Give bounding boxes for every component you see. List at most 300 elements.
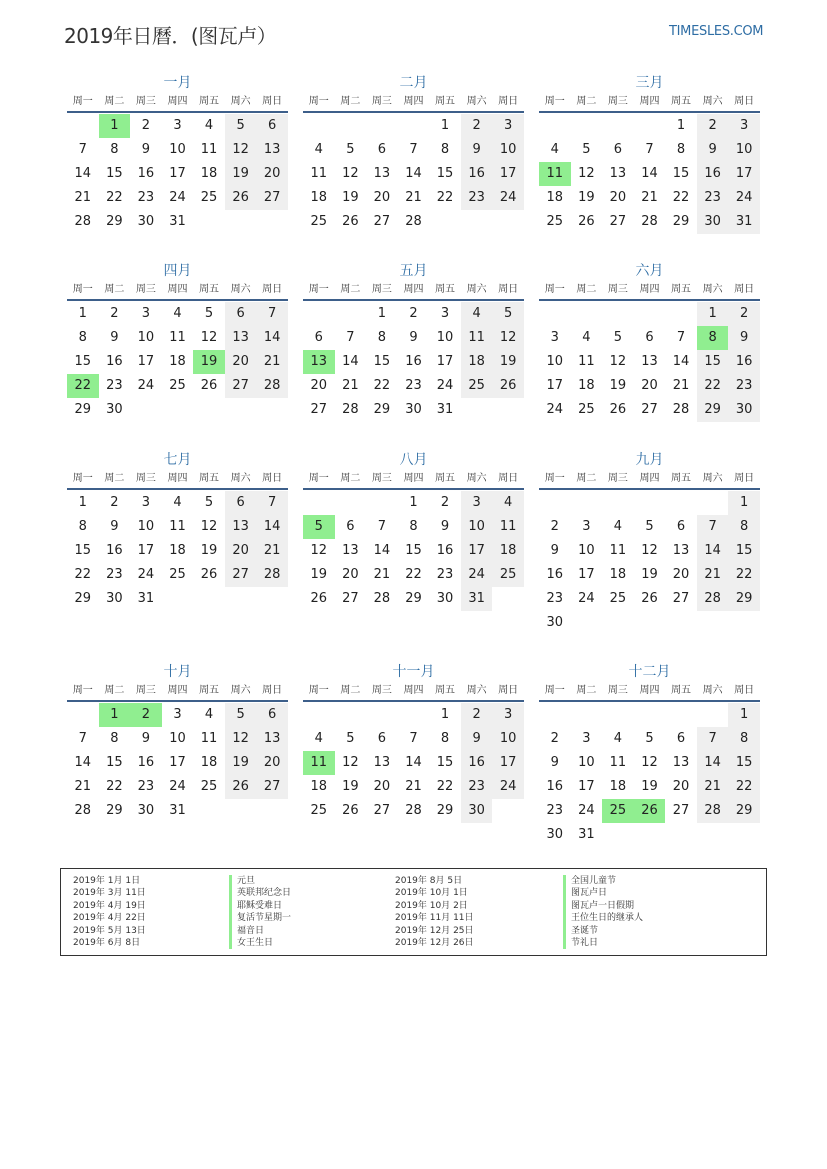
day-cell[interactable]: 16 bbox=[405, 354, 422, 369]
day-cell[interactable]: 26 bbox=[200, 378, 218, 393]
day-cell[interactable]: 20 bbox=[256, 162, 288, 186]
day-cell[interactable]: 17 bbox=[461, 539, 493, 563]
day-cell[interactable]: 10 bbox=[169, 731, 186, 746]
day-cell[interactable]: 17 bbox=[578, 567, 595, 582]
day-cell[interactable]: 4 bbox=[613, 519, 623, 534]
holiday-day-cell[interactable]: 25 bbox=[602, 799, 634, 823]
day-cell[interactable]: 2 bbox=[461, 703, 493, 727]
day-cell[interactable]: 7 bbox=[256, 302, 288, 326]
day-cell[interactable]: 19 bbox=[225, 751, 257, 775]
day-cell[interactable]: 21 bbox=[373, 567, 391, 582]
day-cell[interactable]: 21 bbox=[697, 563, 729, 587]
day-cell[interactable]: 14 bbox=[74, 755, 92, 770]
day-cell[interactable]: 27 bbox=[609, 214, 627, 229]
day-cell[interactable]: 7 bbox=[78, 142, 87, 157]
day-cell[interactable]: 8 bbox=[676, 142, 686, 157]
day-cell[interactable]: 1 bbox=[78, 495, 87, 510]
day-cell[interactable]: 1 bbox=[697, 302, 729, 326]
day-cell[interactable]: 31 bbox=[137, 591, 155, 606]
day-cell[interactable]: 4 bbox=[582, 330, 591, 345]
day-cell[interactable]: 27 bbox=[641, 402, 658, 417]
day-cell[interactable]: 22 bbox=[436, 779, 454, 794]
day-cell[interactable]: 24 bbox=[137, 378, 155, 393]
day-cell[interactable]: 31 bbox=[728, 210, 760, 234]
day-cell[interactable]: 11 bbox=[310, 166, 328, 181]
day-cell[interactable]: 19 bbox=[609, 378, 627, 393]
day-cell[interactable]: 13 bbox=[672, 543, 690, 558]
day-cell[interactable]: 30 bbox=[137, 803, 155, 818]
day-cell[interactable]: 4 bbox=[492, 491, 524, 515]
day-cell[interactable]: 28 bbox=[672, 402, 690, 417]
day-cell[interactable]: 18 bbox=[169, 543, 186, 558]
day-cell[interactable]: 20 bbox=[672, 567, 690, 582]
day-cell[interactable]: 17 bbox=[578, 779, 595, 794]
day-cell[interactable]: 8 bbox=[728, 515, 760, 539]
day-cell[interactable]: 23 bbox=[405, 378, 422, 393]
day-cell[interactable]: 16 bbox=[697, 162, 729, 186]
day-cell[interactable]: 17 bbox=[728, 162, 760, 186]
day-cell[interactable]: 20 bbox=[310, 378, 328, 393]
day-cell[interactable]: 2 bbox=[697, 114, 729, 138]
day-cell[interactable]: 26 bbox=[578, 214, 595, 229]
day-cell[interactable]: 30 bbox=[546, 615, 564, 630]
day-cell[interactable]: 21 bbox=[74, 190, 92, 205]
day-cell[interactable]: 29 bbox=[373, 402, 391, 417]
day-cell[interactable]: 23 bbox=[461, 775, 493, 799]
day-cell[interactable]: 7 bbox=[256, 491, 288, 515]
holiday-day-cell[interactable]: 26 bbox=[634, 799, 666, 823]
day-cell[interactable]: 3 bbox=[440, 306, 450, 321]
day-cell[interactable]: 20 bbox=[225, 539, 257, 563]
day-cell[interactable]: 20 bbox=[373, 779, 391, 794]
day-cell[interactable]: 16 bbox=[137, 166, 155, 181]
day-cell[interactable]: 3 bbox=[582, 519, 591, 534]
day-cell[interactable]: 3 bbox=[550, 330, 559, 345]
day-cell[interactable]: 18 bbox=[492, 539, 524, 563]
day-cell[interactable]: 15 bbox=[697, 350, 729, 374]
day-cell[interactable]: 16 bbox=[546, 567, 564, 582]
day-cell[interactable]: 9 bbox=[728, 326, 760, 350]
day-cell[interactable]: 12 bbox=[310, 543, 328, 558]
day-cell[interactable]: 30 bbox=[405, 402, 422, 417]
day-cell[interactable]: 15 bbox=[106, 166, 123, 181]
day-cell[interactable]: 24 bbox=[169, 779, 186, 794]
day-cell[interactable]: 23 bbox=[137, 190, 155, 205]
day-cell[interactable]: 26 bbox=[225, 186, 257, 210]
day-cell[interactable]: 9 bbox=[141, 731, 151, 746]
day-cell[interactable]: 26 bbox=[342, 214, 359, 229]
day-cell[interactable]: 4 bbox=[613, 731, 623, 746]
holiday-day-cell[interactable]: 5 bbox=[303, 515, 335, 539]
day-cell[interactable]: 7 bbox=[697, 727, 729, 751]
day-cell[interactable]: 5 bbox=[645, 519, 654, 534]
day-cell[interactable]: 22 bbox=[728, 775, 760, 799]
day-cell[interactable]: 12 bbox=[225, 727, 257, 751]
day-cell[interactable]: 5 bbox=[346, 142, 355, 157]
day-cell[interactable]: 2 bbox=[110, 495, 119, 510]
day-cell[interactable]: 18 bbox=[461, 350, 493, 374]
day-cell[interactable]: 19 bbox=[225, 162, 257, 186]
holiday-day-cell[interactable]: 22 bbox=[67, 374, 99, 398]
day-cell[interactable]: 1 bbox=[440, 118, 450, 133]
day-cell[interactable]: 7 bbox=[346, 330, 355, 345]
day-cell[interactable]: 22 bbox=[106, 190, 123, 205]
day-cell[interactable]: 10 bbox=[461, 515, 493, 539]
day-cell[interactable]: 1 bbox=[440, 707, 450, 722]
day-cell[interactable]: 14 bbox=[405, 166, 422, 181]
day-cell[interactable]: 4 bbox=[314, 731, 323, 746]
day-cell[interactable]: 26 bbox=[200, 567, 218, 582]
day-cell[interactable]: 6 bbox=[256, 114, 288, 138]
day-cell[interactable]: 27 bbox=[373, 214, 391, 229]
day-cell[interactable]: 1 bbox=[78, 306, 87, 321]
day-cell[interactable]: 8 bbox=[78, 519, 87, 534]
day-cell[interactable]: 24 bbox=[492, 186, 524, 210]
day-cell[interactable]: 22 bbox=[74, 567, 92, 582]
day-cell[interactable]: 25 bbox=[609, 591, 627, 606]
day-cell[interactable]: 9 bbox=[409, 330, 418, 345]
day-cell[interactable]: 10 bbox=[728, 138, 760, 162]
day-cell[interactable]: 10 bbox=[436, 330, 454, 345]
day-cell[interactable]: 12 bbox=[200, 519, 218, 534]
day-cell[interactable]: 14 bbox=[256, 515, 288, 539]
day-cell[interactable]: 4 bbox=[173, 495, 182, 510]
day-cell[interactable]: 6 bbox=[377, 142, 387, 157]
day-cell[interactable]: 3 bbox=[492, 703, 524, 727]
day-cell[interactable]: 14 bbox=[342, 354, 359, 369]
day-cell[interactable]: 19 bbox=[641, 779, 658, 794]
day-cell[interactable]: 5 bbox=[645, 731, 654, 746]
day-cell[interactable]: 7 bbox=[409, 142, 418, 157]
day-cell[interactable]: 25 bbox=[169, 378, 186, 393]
day-cell[interactable]: 23 bbox=[546, 803, 564, 818]
day-cell[interactable]: 25 bbox=[200, 190, 218, 205]
holiday-day-cell[interactable]: 8 bbox=[697, 326, 729, 350]
day-cell[interactable]: 27 bbox=[225, 563, 257, 587]
day-cell[interactable]: 8 bbox=[440, 142, 450, 157]
day-cell[interactable]: 28 bbox=[74, 214, 92, 229]
day-cell[interactable]: 23 bbox=[436, 567, 454, 582]
day-cell[interactable]: 2 bbox=[550, 731, 559, 746]
site-logo-text[interactable]: TIMESLES.COM bbox=[669, 24, 764, 39]
day-cell[interactable]: 6 bbox=[225, 302, 257, 326]
day-cell[interactable]: 28 bbox=[74, 803, 92, 818]
day-cell[interactable]: 20 bbox=[641, 378, 658, 393]
day-cell[interactable]: 22 bbox=[106, 779, 123, 794]
day-cell[interactable]: 3 bbox=[173, 118, 182, 133]
day-cell[interactable]: 16 bbox=[461, 751, 493, 775]
day-cell[interactable]: 23 bbox=[461, 186, 493, 210]
day-cell[interactable]: 10 bbox=[578, 543, 595, 558]
day-cell[interactable]: 12 bbox=[342, 755, 359, 770]
day-cell[interactable]: 29 bbox=[728, 587, 760, 611]
day-cell[interactable]: 15 bbox=[373, 354, 391, 369]
day-cell[interactable]: 15 bbox=[436, 166, 454, 181]
day-cell[interactable]: 28 bbox=[373, 591, 391, 606]
day-cell[interactable]: 14 bbox=[672, 354, 690, 369]
day-cell[interactable]: 8 bbox=[110, 142, 119, 157]
day-cell[interactable]: 11 bbox=[169, 519, 186, 534]
day-cell[interactable]: 23 bbox=[728, 374, 760, 398]
day-cell[interactable]: 29 bbox=[106, 803, 123, 818]
day-cell[interactable]: 6 bbox=[676, 731, 686, 746]
day-cell[interactable]: 31 bbox=[578, 827, 595, 842]
day-cell[interactable]: 23 bbox=[106, 378, 123, 393]
day-cell[interactable]: 6 bbox=[346, 519, 355, 534]
day-cell[interactable]: 19 bbox=[342, 190, 359, 205]
day-cell[interactable]: 28 bbox=[405, 803, 422, 818]
day-cell[interactable]: 5 bbox=[346, 731, 355, 746]
day-cell[interactable]: 18 bbox=[609, 779, 627, 794]
day-cell[interactable]: 13 bbox=[256, 727, 288, 751]
day-cell[interactable]: 13 bbox=[225, 515, 257, 539]
day-cell[interactable]: 31 bbox=[169, 803, 186, 818]
day-cell[interactable]: 27 bbox=[256, 186, 288, 210]
day-cell[interactable]: 24 bbox=[169, 190, 186, 205]
day-cell[interactable]: 17 bbox=[492, 751, 524, 775]
day-cell[interactable]: 24 bbox=[728, 186, 760, 210]
day-cell[interactable]: 15 bbox=[672, 166, 690, 181]
day-cell[interactable]: 17 bbox=[492, 162, 524, 186]
day-cell[interactable]: 7 bbox=[697, 515, 729, 539]
holiday-day-cell[interactable]: 1 bbox=[99, 703, 131, 727]
day-cell[interactable]: 21 bbox=[405, 190, 422, 205]
day-cell[interactable]: 19 bbox=[200, 543, 218, 558]
day-cell[interactable]: 26 bbox=[225, 775, 257, 799]
day-cell[interactable]: 23 bbox=[137, 779, 155, 794]
day-cell[interactable]: 1 bbox=[377, 306, 387, 321]
day-cell[interactable]: 15 bbox=[405, 543, 422, 558]
day-cell[interactable]: 10 bbox=[578, 755, 595, 770]
day-cell[interactable]: 26 bbox=[492, 374, 524, 398]
day-cell[interactable]: 21 bbox=[672, 378, 690, 393]
day-cell[interactable]: 5 bbox=[582, 142, 591, 157]
day-cell[interactable]: 14 bbox=[373, 543, 391, 558]
day-cell[interactable]: 17 bbox=[169, 755, 186, 770]
day-cell[interactable]: 25 bbox=[200, 779, 218, 794]
day-cell[interactable]: 15 bbox=[728, 539, 760, 563]
day-cell[interactable]: 21 bbox=[74, 779, 92, 794]
day-cell[interactable]: 24 bbox=[461, 563, 493, 587]
day-cell[interactable]: 7 bbox=[645, 142, 654, 157]
day-cell[interactable]: 25 bbox=[546, 214, 564, 229]
day-cell[interactable]: 15 bbox=[728, 751, 760, 775]
day-cell[interactable]: 28 bbox=[256, 374, 288, 398]
day-cell[interactable]: 13 bbox=[373, 755, 391, 770]
day-cell[interactable]: 8 bbox=[110, 731, 119, 746]
day-cell[interactable]: 13 bbox=[342, 543, 359, 558]
day-cell[interactable]: 16 bbox=[137, 755, 155, 770]
day-cell[interactable]: 25 bbox=[461, 374, 493, 398]
day-cell[interactable]: 24 bbox=[578, 591, 595, 606]
day-cell[interactable]: 6 bbox=[613, 142, 623, 157]
day-cell[interactable]: 9 bbox=[110, 330, 119, 345]
day-cell[interactable]: 23 bbox=[697, 186, 729, 210]
day-cell[interactable]: 9 bbox=[697, 138, 729, 162]
day-cell[interactable]: 24 bbox=[492, 775, 524, 799]
day-cell[interactable]: 25 bbox=[578, 402, 595, 417]
holiday-day-cell[interactable]: 11 bbox=[539, 162, 571, 186]
day-cell[interactable]: 16 bbox=[436, 543, 454, 558]
day-cell[interactable]: 17 bbox=[436, 354, 454, 369]
day-cell[interactable]: 4 bbox=[173, 306, 182, 321]
day-cell[interactable]: 4 bbox=[461, 302, 493, 326]
day-cell[interactable]: 27 bbox=[373, 803, 391, 818]
day-cell[interactable]: 24 bbox=[137, 567, 155, 582]
day-cell[interactable]: 12 bbox=[578, 166, 595, 181]
day-cell[interactable]: 8 bbox=[728, 727, 760, 751]
day-cell[interactable]: 9 bbox=[461, 727, 493, 751]
day-cell[interactable]: 2 bbox=[440, 495, 450, 510]
day-cell[interactable]: 10 bbox=[492, 727, 524, 751]
day-cell[interactable]: 28 bbox=[405, 214, 422, 229]
day-cell[interactable]: 20 bbox=[373, 190, 391, 205]
day-cell[interactable]: 9 bbox=[440, 519, 450, 534]
day-cell[interactable]: 2 bbox=[461, 114, 493, 138]
day-cell[interactable]: 27 bbox=[310, 402, 328, 417]
day-cell[interactable]: 13 bbox=[373, 166, 391, 181]
day-cell[interactable]: 31 bbox=[169, 214, 186, 229]
day-cell[interactable]: 7 bbox=[377, 519, 387, 534]
day-cell[interactable]: 3 bbox=[582, 731, 591, 746]
holiday-day-cell[interactable]: 13 bbox=[303, 350, 335, 374]
day-cell[interactable]: 22 bbox=[728, 563, 760, 587]
day-cell[interactable]: 30 bbox=[106, 591, 123, 606]
day-cell[interactable]: 2 bbox=[141, 118, 151, 133]
day-cell[interactable]: 14 bbox=[697, 539, 729, 563]
day-cell[interactable]: 30 bbox=[697, 210, 729, 234]
day-cell[interactable]: 14 bbox=[405, 755, 422, 770]
day-cell[interactable]: 25 bbox=[310, 803, 328, 818]
day-cell[interactable]: 6 bbox=[256, 703, 288, 727]
day-cell[interactable]: 11 bbox=[200, 142, 218, 157]
day-cell[interactable]: 30 bbox=[546, 827, 564, 842]
day-cell[interactable]: 5 bbox=[225, 703, 257, 727]
day-cell[interactable]: 10 bbox=[546, 354, 564, 369]
day-cell[interactable]: 17 bbox=[169, 166, 186, 181]
day-cell[interactable]: 31 bbox=[461, 587, 493, 611]
day-cell[interactable]: 24 bbox=[578, 803, 595, 818]
day-cell[interactable]: 28 bbox=[697, 799, 729, 823]
day-cell[interactable]: 26 bbox=[641, 591, 658, 606]
day-cell[interactable]: 1 bbox=[676, 118, 686, 133]
day-cell[interactable]: 11 bbox=[578, 354, 595, 369]
day-cell[interactable]: 7 bbox=[78, 731, 87, 746]
day-cell[interactable]: 10 bbox=[169, 142, 186, 157]
day-cell[interactable]: 20 bbox=[225, 350, 257, 374]
day-cell[interactable]: 23 bbox=[106, 567, 123, 582]
day-cell[interactable]: 30 bbox=[728, 398, 760, 422]
day-cell[interactable]: 24 bbox=[436, 378, 454, 393]
day-cell[interactable]: 27 bbox=[225, 374, 257, 398]
day-cell[interactable]: 27 bbox=[672, 803, 690, 818]
day-cell[interactable]: 3 bbox=[492, 114, 524, 138]
day-cell[interactable]: 4 bbox=[314, 142, 323, 157]
day-cell[interactable]: 28 bbox=[256, 563, 288, 587]
day-cell[interactable]: 22 bbox=[405, 567, 422, 582]
day-cell[interactable]: 16 bbox=[106, 543, 123, 558]
day-cell[interactable]: 29 bbox=[672, 214, 690, 229]
day-cell[interactable]: 20 bbox=[256, 751, 288, 775]
day-cell[interactable]: 9 bbox=[110, 519, 119, 534]
day-cell[interactable]: 22 bbox=[373, 378, 391, 393]
day-cell[interactable]: 6 bbox=[645, 330, 654, 345]
day-cell[interactable]: 2 bbox=[409, 306, 418, 321]
day-cell[interactable]: 11 bbox=[461, 326, 493, 350]
day-cell[interactable]: 12 bbox=[609, 354, 627, 369]
day-cell[interactable]: 10 bbox=[137, 330, 155, 345]
day-cell[interactable]: 8 bbox=[409, 519, 418, 534]
day-cell[interactable]: 25 bbox=[492, 563, 524, 587]
day-cell[interactable]: 25 bbox=[310, 214, 328, 229]
holiday-day-cell[interactable]: 19 bbox=[193, 350, 225, 374]
day-cell[interactable]: 13 bbox=[641, 354, 658, 369]
day-cell[interactable]: 3 bbox=[173, 707, 182, 722]
day-cell[interactable]: 13 bbox=[225, 326, 257, 350]
day-cell[interactable]: 10 bbox=[492, 138, 524, 162]
day-cell[interactable]: 30 bbox=[137, 214, 155, 229]
day-cell[interactable]: 29 bbox=[74, 591, 92, 606]
day-cell[interactable]: 13 bbox=[672, 755, 690, 770]
day-cell[interactable]: 9 bbox=[461, 138, 493, 162]
day-cell[interactable]: 14 bbox=[256, 326, 288, 350]
day-cell[interactable]: 17 bbox=[546, 378, 564, 393]
day-cell[interactable]: 20 bbox=[342, 567, 359, 582]
day-cell[interactable]: 15 bbox=[106, 755, 123, 770]
day-cell[interactable]: 26 bbox=[310, 591, 328, 606]
day-cell[interactable]: 5 bbox=[225, 114, 257, 138]
day-cell[interactable]: 6 bbox=[676, 519, 686, 534]
day-cell[interactable]: 20 bbox=[609, 190, 627, 205]
day-cell[interactable]: 19 bbox=[641, 567, 658, 582]
day-cell[interactable]: 26 bbox=[609, 402, 627, 417]
day-cell[interactable]: 5 bbox=[204, 306, 214, 321]
day-cell[interactable]: 18 bbox=[546, 190, 564, 205]
day-cell[interactable]: 19 bbox=[492, 350, 524, 374]
day-cell[interactable]: 13 bbox=[609, 166, 627, 181]
day-cell[interactable]: 21 bbox=[405, 779, 422, 794]
day-cell[interactable]: 30 bbox=[106, 402, 123, 417]
day-cell[interactable]: 17 bbox=[137, 354, 155, 369]
day-cell[interactable]: 5 bbox=[613, 330, 623, 345]
holiday-day-cell[interactable]: 2 bbox=[130, 703, 162, 727]
day-cell[interactable]: 11 bbox=[200, 731, 218, 746]
day-cell[interactable]: 18 bbox=[200, 166, 218, 181]
day-cell[interactable]: 26 bbox=[342, 803, 359, 818]
day-cell[interactable]: 12 bbox=[492, 326, 524, 350]
day-cell[interactable]: 22 bbox=[436, 190, 454, 205]
day-cell[interactable]: 29 bbox=[74, 402, 92, 417]
day-cell[interactable]: 22 bbox=[697, 374, 729, 398]
day-cell[interactable]: 22 bbox=[672, 190, 690, 205]
day-cell[interactable]: 11 bbox=[169, 330, 186, 345]
day-cell[interactable]: 28 bbox=[697, 587, 729, 611]
day-cell[interactable]: 11 bbox=[492, 515, 524, 539]
day-cell[interactable]: 29 bbox=[697, 398, 729, 422]
day-cell[interactable]: 10 bbox=[137, 519, 155, 534]
day-cell[interactable]: 25 bbox=[169, 567, 186, 582]
day-cell[interactable]: 5 bbox=[492, 302, 524, 326]
day-cell[interactable]: 7 bbox=[409, 731, 418, 746]
day-cell[interactable]: 8 bbox=[78, 330, 87, 345]
day-cell[interactable]: 18 bbox=[200, 755, 218, 770]
day-cell[interactable]: 16 bbox=[461, 162, 493, 186]
day-cell[interactable]: 8 bbox=[377, 330, 387, 345]
day-cell[interactable]: 24 bbox=[546, 402, 564, 417]
day-cell[interactable]: 27 bbox=[342, 591, 359, 606]
day-cell[interactable]: 14 bbox=[641, 166, 658, 181]
day-cell[interactable]: 20 bbox=[672, 779, 690, 794]
